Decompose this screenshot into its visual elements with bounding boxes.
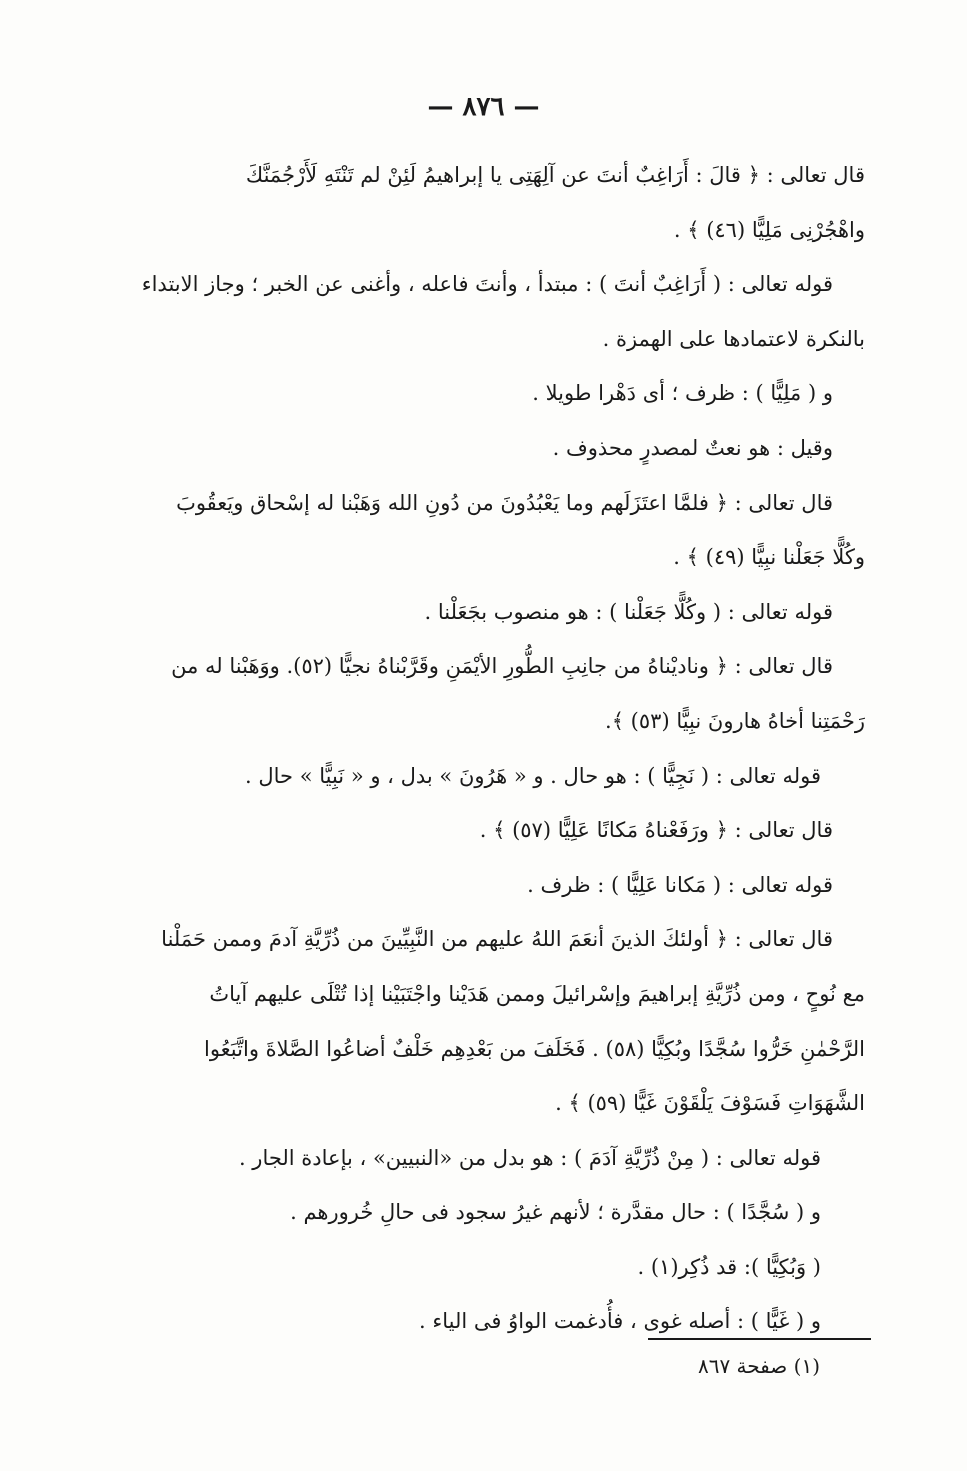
verse-line: قال تعالى : ﴿ أولئكَ الذينَ أنعَمَ اللهُ عليهم من النَّبِيِّينَ من ذُرِّيَّةِ آدمَ وممن حَمَلْنا — [161, 927, 833, 952]
commentary-line: بالنكرة لاعتمادها على الهمزة . — [602, 326, 865, 351]
verse-line: الرَّحْمٰنِ خَرُّوا سُجَّدًا وبُكِيًّا (٥٨) . فَخَلَفَ من بَعْدِهِم خَلْفٌ أضاعُوا الصَّلاةَ واتَّبَعُوا — [203, 1036, 865, 1061]
commentary-line: قوله تعالى : ( وكُلًّا جَعَلْنا ) : هو منصوب بجَعَلْنا . — [424, 599, 833, 624]
commentary-line: و ( مَلِيًّا ) : ظرف ؛ أى دَهْرا طويلا . — [532, 381, 833, 406]
footnote-divider — [648, 1338, 871, 1340]
commentary-line: قوله تعالى : ( نَجِيًّا ) : هو حال . و « هَرُونَ » بدل ، و « نَبِيًّا » حال . — [245, 763, 821, 788]
commentary-line: قوله تعالى : ( أَرَاغِبٌ أنتَ ) : مبتدأ ، وأنتَ فاعله ، وأغنى عن الخبر ؛ وجاز الابتداء — [141, 272, 833, 297]
verse-line: قال تعالى : ﴿ قالَ : أَرَاغِبٌ أنتَ عن آلِهَتِى يا إبراهيمُ لَئِنْ لم تَنْتَهِ لَأَرْجُمَنَّكَ — [245, 163, 865, 187]
verse-line: قال تعالى : ﴿ ورَفَعْناهُ مَكانًا عَلِيًّا (٥٧) ﴾ . — [479, 818, 833, 843]
commentary-line: قوله تعالى : ( مِنْ ذُرِّيَّةِ آدَمَ ) : هو بدل من «النبيين» ، بإعادة الجار . — [238, 1145, 821, 1170]
commentary-line: وقيل : هو نعتٌ لمصدرٍ محذوف . — [552, 435, 833, 460]
verse-line: مع نُوحٍ ، ومن ذُرِّيَّةِ إبراهيمَ وإسْرائيلَ وممن هَدَيْنا واجْتَبَيْنا إذا تُتْلَى عليهم آياتُ — [209, 981, 865, 1006]
commentary-line: قوله تعالى : ( مَكانا عَلِيًّا ) : ظرف . — [527, 872, 833, 897]
commentary-line: و ( سُجَّدًا ) : حال مقدَّرة ؛ لأنهم غيرُ سجود فى حالِ خُرورهم . — [290, 1200, 821, 1225]
page-number: — ٨٧٦ — — [427, 92, 540, 122]
verse-line: قال تعالى : ﴿ وناديْناهُ من جانِبِ الطُّورِ الأيْمَنِ وقَرَّبْناهُ نجيًّا (٥٢). ووَهَبْنا له من — [171, 654, 833, 679]
commentary-line: ( وَبُكِيًّا ): قد ذُكِر(١) . — [637, 1254, 821, 1279]
body-text — [95, 148, 865, 1349]
verse-line: الشَّهَوَاتِ فَسَوْفَ يَلْقَوْنَ غَيًّا (٥٩) ﴾ . — [555, 1091, 865, 1116]
verse-line: رَحْمَتِنا أخاهُ هارونَ نبِيًّا (٥٣) ﴾. — [605, 708, 865, 733]
footnote: (١) صفحة ٨٦٧ — [697, 1354, 820, 1378]
commentary-line: و ( غَيًّا ) : أصله غوى ، فأُدغمت الواوُ فى الياء . — [419, 1309, 821, 1334]
verse-line: قال تعالى : ﴿ فلمَّا اعتَزَلَهم وما يَعْبُدُونَ من دُونِ الله وَهَبْنا له إسْحاق ويَعقُوبَ — [176, 490, 833, 515]
verse-line: وكُلًّا جَعَلْنا نبِيًّا (٤٩) ﴾ . — [673, 545, 865, 570]
verse-line: واهْجُرْنِى مَلِيًّا (٤٦) ﴾ . — [673, 217, 865, 242]
